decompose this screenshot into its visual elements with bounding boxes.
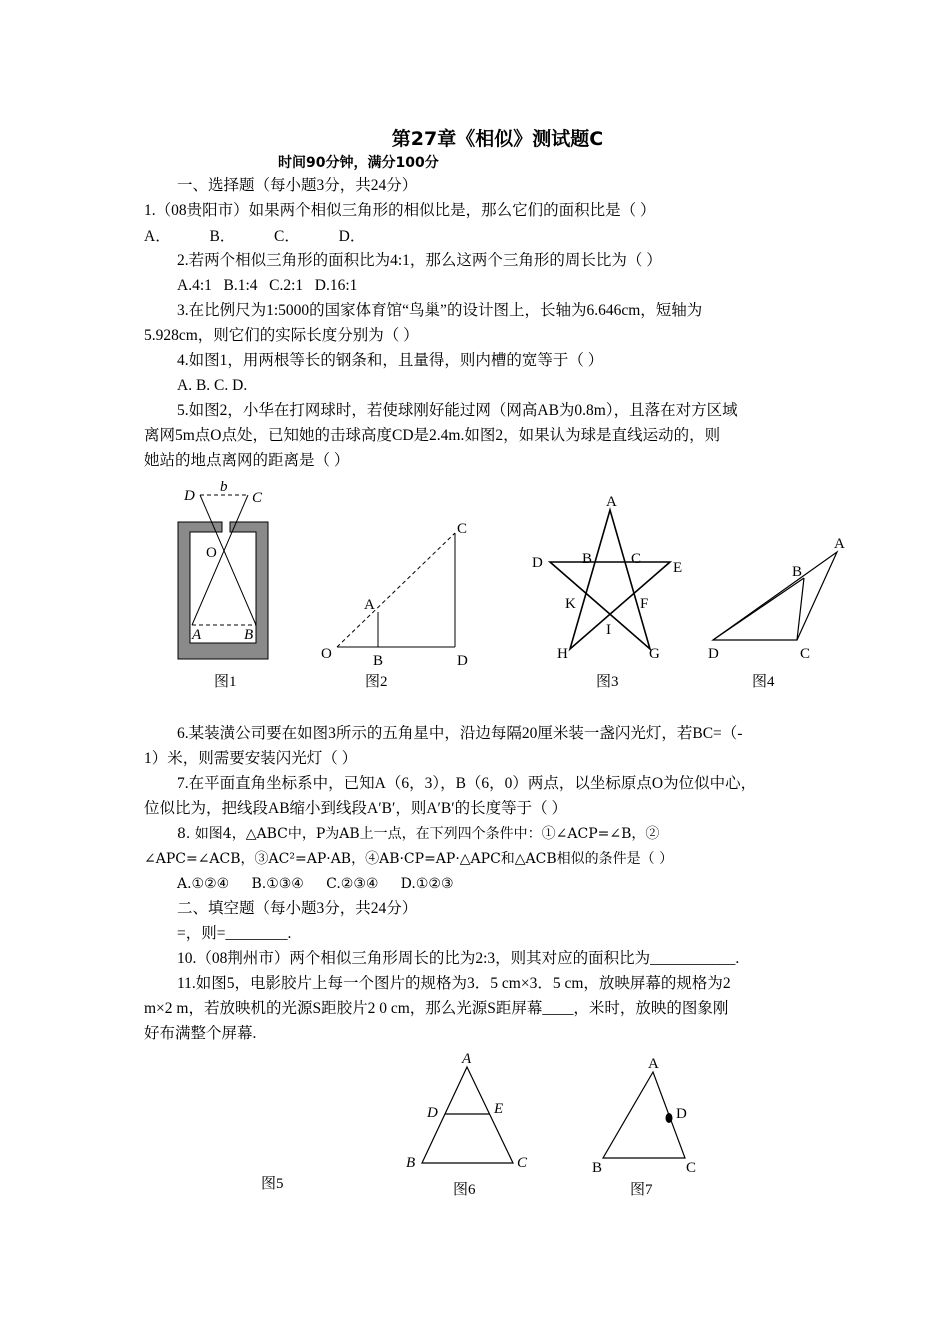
- fig1-label-c: C: [252, 490, 263, 506]
- fig6-label-e: E: [494, 1101, 504, 1117]
- fig6-label-b: B: [406, 1155, 416, 1171]
- fig7-label-d: D: [676, 1106, 687, 1122]
- fig1-label-a: A: [192, 627, 202, 643]
- fig4-caption: 图4: [752, 674, 775, 690]
- figure-6: [400, 1045, 540, 1175]
- q11-line2: m×2 m，若放映机的光源S距胶片2 0 cm，那么光源S距屏幕____，米时，放映的图象刚: [144, 1000, 729, 1017]
- figure-3: [525, 490, 695, 665]
- q11-line1: 11.如图5，电影胶片上每一个图片的规格为3．5 cm×3．5 cm，放映屏幕的规格为2: [177, 975, 731, 992]
- fig6-label-d: D: [427, 1105, 438, 1121]
- fig2-label-o: O: [321, 646, 332, 662]
- q8-line2: ∠APC=∠ACB，③AC²=AP·AB，④AB·CP=AP·△APC和△ACB相似的条件是（ ）: [144, 851, 674, 867]
- q1-text: 1.（08贵阳市）如果两个相似三角形的相似比是，那么它们的面积比是（ ）: [144, 202, 656, 219]
- fig2-label-a: A: [364, 597, 375, 613]
- fig3-label-k: K: [565, 596, 576, 612]
- fig3-label-e: E: [673, 560, 683, 576]
- fig2-label-c: C: [457, 521, 468, 537]
- q5-line2: 离网5m点O点处，已知她的击球高度CD是2.4m.如图2，如果认为球是直线运动的，则: [144, 427, 721, 444]
- fig2-label-d: D: [457, 653, 468, 669]
- fig3-caption: 图3: [596, 674, 619, 690]
- fig2-label-b: B: [373, 653, 384, 669]
- q8-line1: 8. 如图4，△ABC中，P为AB上一点，在下列四个条件中：①∠ACP=∠B，②: [177, 826, 660, 842]
- fig6-caption: 图6: [453, 1182, 476, 1198]
- fig7-label-a: A: [648, 1056, 659, 1072]
- section1-heading: 一、选择题（每小题3分，共24分）: [177, 177, 418, 194]
- figure-4: [700, 530, 860, 670]
- q5-line1: 5.如图2，小华在打网球时，若使球刚好能过网（网高AB为0.8m），且落在对方区域: [177, 402, 738, 419]
- fig3-label-h: H: [557, 646, 568, 662]
- fig1-label-b: B: [244, 627, 254, 643]
- q6-line2: 1）米，则需要安装闪光灯（ ）: [144, 750, 358, 767]
- fig3-label-b: B: [582, 551, 593, 567]
- fig4-label-b: B: [792, 564, 803, 580]
- page-subtitle: 时间90分钟，满分100分: [278, 155, 439, 171]
- q4-text: 4.如图1，用两根等长的钢条和，且量得，则内槽的宽等于（ ）: [177, 352, 604, 369]
- q8-options: A.①②④ B.①③④ C.②③④ D.①②③: [177, 876, 454, 892]
- q7-line2: 位似比为，把线段AB缩小到线段A′B′，则A′B′的长度等于（ ）: [144, 800, 568, 817]
- fig1-label-o: O: [206, 545, 217, 561]
- fig4-label-d: D: [708, 646, 719, 662]
- fig7-label-c: C: [686, 1160, 697, 1176]
- fig4-label-c: C: [800, 646, 811, 662]
- fig1-label-d: D: [184, 488, 195, 504]
- q6-line1: 6.某装潢公司要在如图3所示的五角星中，沿边每隔20厘米装一盏闪光灯，若BC=（-: [177, 725, 743, 742]
- q1-options: A． B． C． D．: [144, 228, 366, 245]
- fig2-caption: 图2: [365, 674, 388, 690]
- q2-text: 2.若两个相似三角形的面积比为4:1，那么这两个三角形的周长比为（ ）: [177, 252, 662, 269]
- q11-line3: 好布满整个屏幕.: [144, 1025, 257, 1042]
- figure-1: [170, 475, 280, 665]
- fig7-point-d: [666, 1113, 673, 1123]
- fig3-label-c: C: [631, 551, 642, 567]
- q5-line3: 她站的地点离网的距离是（ ）: [144, 452, 350, 469]
- fig7-label-b: B: [592, 1160, 603, 1176]
- q10-text: 10.（08荆州市）两个相似三角形周长的比为2:3，则其对应的面积比为___________.: [177, 950, 740, 967]
- page-title: 第27章《相似》测试题C: [391, 128, 604, 150]
- fig3-label-a: A: [606, 494, 617, 510]
- fig1-label-b-width: b: [220, 479, 228, 495]
- figure-7: [585, 1050, 715, 1175]
- fig3-label-f: F: [640, 596, 649, 612]
- fig1-caption: 图1: [214, 674, 237, 690]
- fig3-label-g: G: [649, 646, 660, 662]
- q3-line2: 5.928cm，则它们的实际长度分别为（ ）: [144, 327, 419, 344]
- fig6-label-a: A: [462, 1051, 472, 1067]
- figure-2: [315, 515, 475, 675]
- q3-line1: 3.在比例尺为1:5000的国家体育馆“鸟巢”的设计图上，长轴为6.646cm，短轴为: [177, 302, 703, 319]
- q4-options: A. B. C. D.: [177, 377, 248, 394]
- fig7-caption: 图7: [630, 1182, 653, 1198]
- fig3-label-i: I: [606, 622, 611, 638]
- q9-text: =，则=________.: [177, 925, 292, 942]
- fig3-label-d: D: [532, 555, 543, 571]
- q2-options: A.4:1 B.1:4 C.2:1 D.16:1: [177, 277, 358, 294]
- fig4-label-a: A: [834, 536, 845, 552]
- fig6-label-c: C: [517, 1155, 528, 1171]
- fig5-caption: 图5: [261, 1176, 284, 1192]
- q7-line1: 7.在平面直角坐标系中，已知A（6，3），B（6，0）两点，以坐标原点O为位似中心，: [177, 775, 757, 792]
- section2-heading: 二、填空题（每小题3分，共24分）: [177, 900, 418, 917]
